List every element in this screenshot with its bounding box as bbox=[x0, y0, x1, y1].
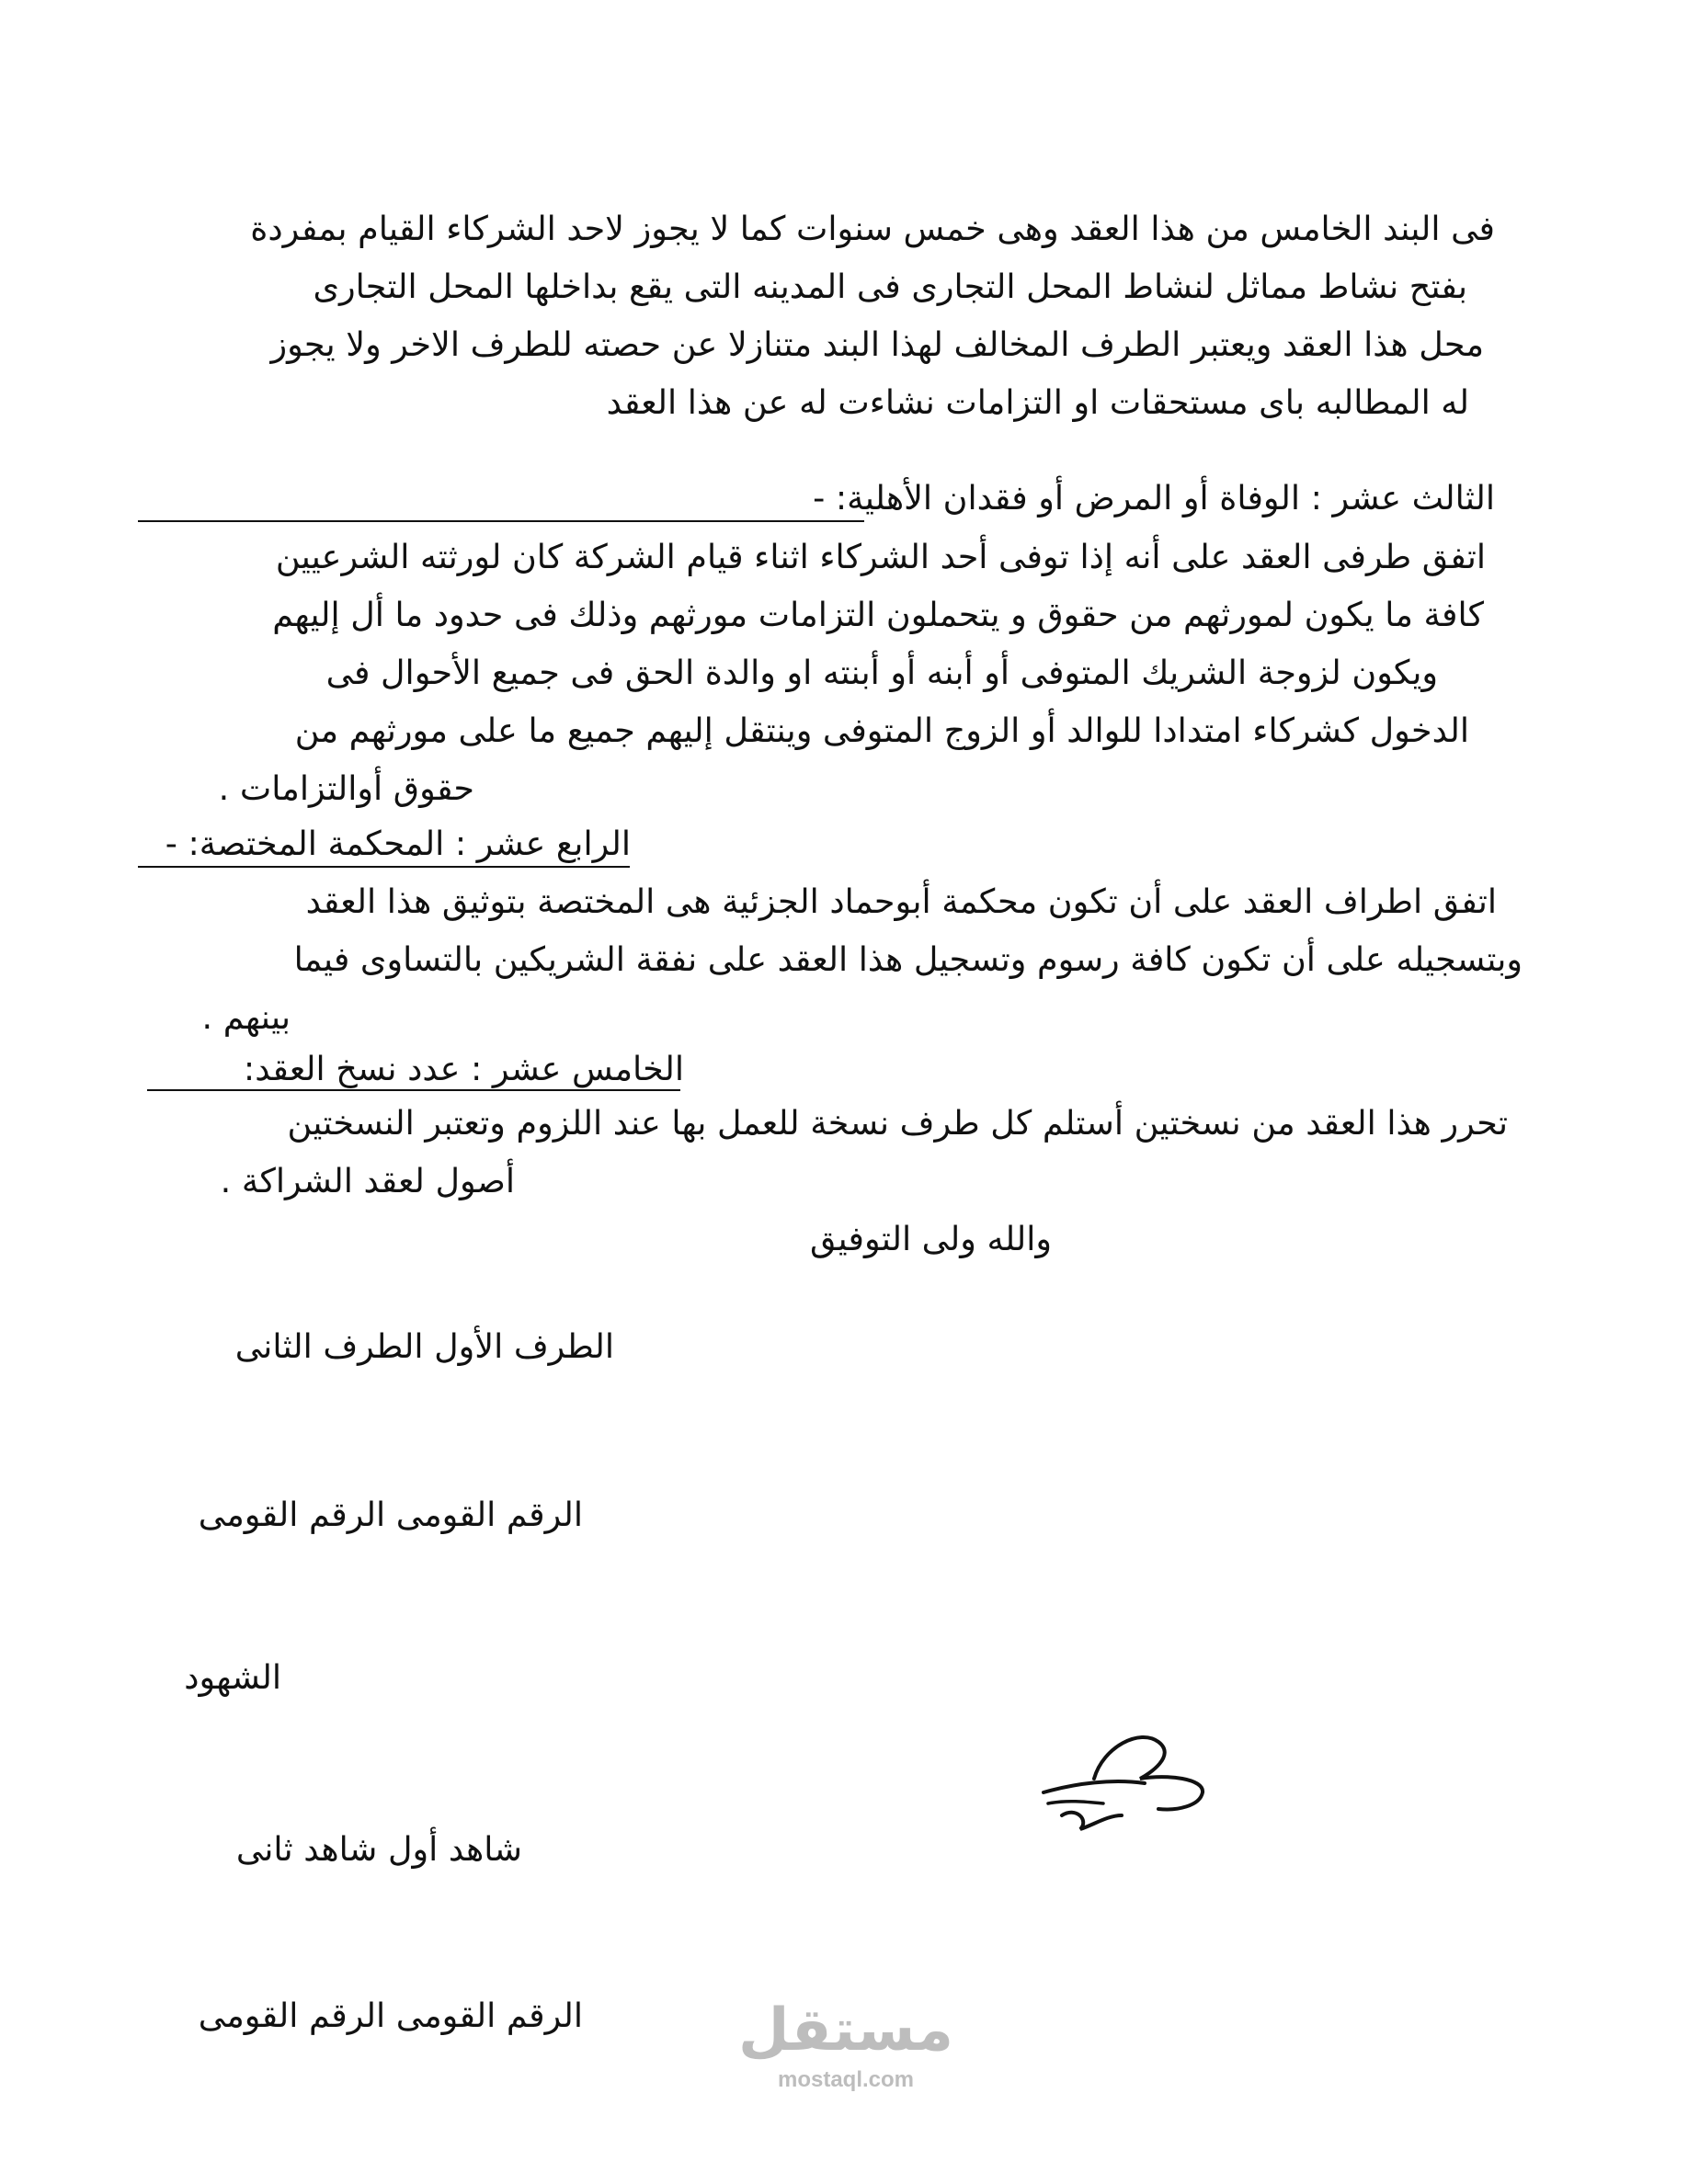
paragraph-1-line-2: بفتح نشاط مماثل لنشاط المحل التجارى فى المدينه التى يقع بداخلها المحل التجارى bbox=[313, 267, 1467, 306]
paragraph-1-line-3: محل هذا العقد ويعتبر الطرف المخالف لهذا البند متنازلا عن حصته للطرف الاخر ولا يجوز bbox=[270, 324, 1484, 364]
clause-13-line-1: اتفق طرفى العقد على أنه إذا توفى أحد الشركاء اثناء قيام الشركة كان لورثته الشرعيين bbox=[275, 537, 1486, 576]
paragraph-1-line-1: فى البند الخامس من هذا العقد وهى خمس سنوات كما لا يجوز لاحد الشركاء القيام بمفردة bbox=[250, 209, 1495, 248]
clause-13-line-4: الدخول كشركاء امتدادا للوالد أو الزوج المتوفى وينتقل إليهم جميع ما على مورثهم من bbox=[294, 711, 1469, 750]
watermark-latin: mostaql.com bbox=[777, 2067, 915, 2092]
clause-15-line-2: أصول لعقد الشراكة . bbox=[220, 1161, 515, 1200]
clause-13-heading-underline bbox=[138, 520, 864, 522]
clause-14-heading: الرابع عشر : المحكمة المختصة: - bbox=[165, 824, 631, 863]
witnesses-labels: شاهد أول شاهد ثانى bbox=[235, 1829, 522, 1869]
clause-14-line-2: وبتسجيله على أن تكون كافة رسوم وتسجيل هذا العقد على نفقة الشريكين بالتساوى فيما bbox=[293, 939, 1523, 979]
parties-national-ids: الرقم القومى الرقم القومى bbox=[198, 1495, 583, 1534]
watermark-arabic: مستقل bbox=[737, 1996, 954, 2065]
mostaql-watermark bbox=[736, 1995, 956, 2123]
clause-14-heading-underline bbox=[138, 866, 630, 868]
clause-15-heading-underline bbox=[147, 1089, 680, 1091]
paragraph-1-line-4: له المطالبه باى مستحقات او التزامات نشاءت له عن هذا العقد bbox=[606, 382, 1469, 422]
witnesses-national-ids: الرقم القومى الرقم القومى bbox=[198, 1996, 583, 2035]
clause-13-line-5: حقوق أوالتزامات . bbox=[218, 768, 474, 808]
clause-13-heading: الثالث عشر : الوفاة أو المرض أو فقدان الأهلية: - bbox=[813, 478, 1495, 518]
clause-15-heading: الخامس عشر : عدد نسخ العقد: bbox=[243, 1049, 684, 1088]
parties-labels: الطرف الأول الطرف الثانى bbox=[234, 1326, 614, 1366]
clause-13-line-2: كافة ما يكون لمورثهم من حقوق و يتحملون التزامات مورثهم وذلك فى حدود ما أل إليهم bbox=[272, 595, 1484, 634]
clause-14-line-3: بينهم . bbox=[201, 997, 291, 1037]
clause-13-line-3: ويكون لزوجة الشريك المتوفى أو أبنه أو أبنته او والدة الحق فى جميع الأحوال فى bbox=[325, 653, 1438, 692]
clause-14-line-1: اتفق اطراف العقد على أن تكون محكمة أبوحماد الجزئية هى المختصة بتوثيق هذا العقد bbox=[305, 882, 1497, 921]
handwritten-signature bbox=[1039, 1728, 1214, 1848]
closing-text: والله ولى التوفيق bbox=[810, 1219, 1052, 1258]
clause-15-line-1: تحرر هذا العقد من نسختين أستلم كل طرف نسخة للعمل بها عند اللزوم وتعتبر النسختين bbox=[287, 1103, 1508, 1143]
witnesses-title: الشهود bbox=[184, 1657, 281, 1697]
